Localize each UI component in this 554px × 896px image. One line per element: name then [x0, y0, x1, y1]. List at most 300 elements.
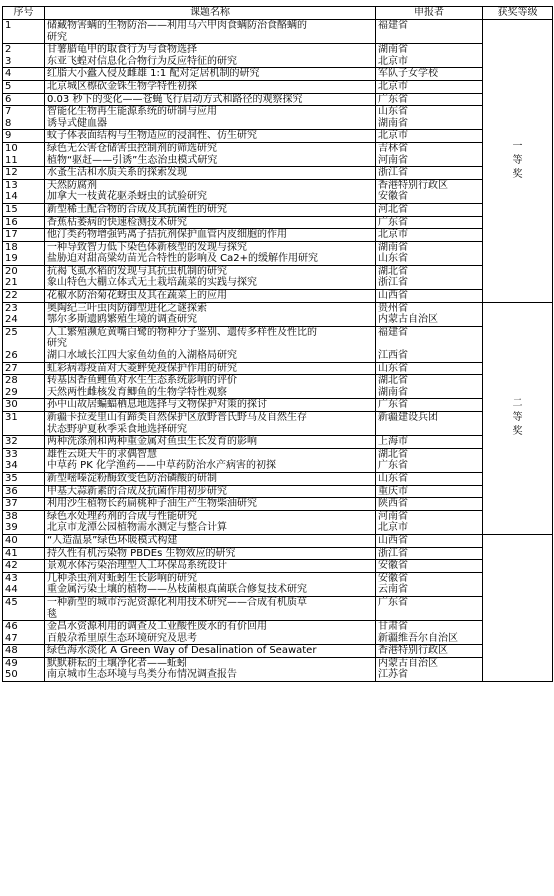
applicant-cell: [376, 572, 483, 596]
project-title: 新型嘧嗪淀粉酶致变色防治磷酸的研制: [47, 472, 217, 484]
award-table: [2, 6, 553, 682]
table-row: [3, 510, 553, 534]
project-title: 0.03 秒下的变化——苍蝇飞行启动方式和路径的观察探究: [47, 93, 303, 105]
seq-number: 39: [5, 522, 18, 534]
applicant-name: 广东省: [378, 460, 408, 472]
applicant-name: [378, 338, 480, 350]
applicant-name: 湖南省: [378, 386, 408, 398]
project-title: 甘薯腊龟甲的取食行为与食物选择: [47, 44, 197, 56]
seq-number: 2: [5, 44, 12, 56]
applicant-name: 广东省: [378, 216, 408, 228]
seq-number: 12: [5, 167, 18, 179]
table-row: [3, 290, 553, 303]
project-title: 他汀类药物增强钙离子拮抗剂保护血管内皮细胞的作用: [47, 229, 287, 241]
title-cell: [45, 436, 376, 449]
applicant-name: 湖北省: [378, 375, 408, 387]
title-cell: [45, 510, 376, 534]
project-title: 利用沙生植物长药扁桃种子油生产生物柴油研究: [47, 498, 257, 510]
seq-cell: [3, 20, 45, 44]
project-title: 诱导式健血器: [47, 117, 107, 129]
applicant-cell: [376, 229, 483, 242]
applicant-name: 北京市: [378, 80, 408, 92]
table-row: [3, 80, 553, 93]
seq-number: 42: [5, 560, 18, 572]
seq-cell: [3, 44, 45, 68]
seq-number: 41: [5, 547, 18, 559]
table-row: [3, 596, 553, 620]
award-cell: [483, 534, 553, 681]
applicant-name: 北京市: [378, 130, 408, 142]
seq-cell: [3, 106, 45, 130]
applicant-name: 河北省: [378, 203, 408, 215]
applicant-name: 广东省: [378, 399, 408, 411]
seq-cell: [3, 80, 45, 93]
table-header-row: [3, 7, 553, 20]
seq-number: 7: [5, 106, 12, 118]
seq-number: 15: [5, 203, 18, 215]
seq-cell: [3, 510, 45, 534]
seq-number: 21: [5, 277, 18, 289]
project-title: 象山特色大棚立体式无土栽培蔬菜的实践与探究: [47, 277, 257, 289]
applicant-name: 香港特别行政区: [378, 645, 448, 657]
applicant-cell: [376, 534, 483, 547]
table-row: [3, 106, 553, 130]
applicant-name: 福建省: [378, 326, 408, 338]
title-cell: [45, 290, 376, 303]
project-title: 鄂尔多斯遗鸥繁殖生境的调查研究: [47, 314, 197, 326]
seq-number: 44: [5, 584, 18, 596]
title-cell: [45, 657, 376, 681]
table-row: [3, 448, 553, 472]
project-title: 研究: [47, 31, 67, 43]
applicant-name: 湖南省: [378, 241, 408, 253]
seq-cell: [3, 362, 45, 375]
applicant-name: 湖南省: [378, 44, 408, 56]
applicant-cell: [376, 167, 483, 180]
project-title: 水蚤生活和水质关系的探索发现: [47, 167, 187, 179]
applicant-name: 山东省: [378, 472, 408, 484]
seq-cell: [3, 596, 45, 620]
seq-cell: [3, 436, 45, 449]
title-cell: [45, 560, 376, 573]
applicant-name: 内蒙古自治区: [378, 314, 438, 326]
project-title: 雄性云斑天牛的求偶智慧: [47, 448, 157, 460]
table-row: [3, 485, 553, 498]
seq-cell: [3, 93, 45, 106]
project-title: “人造温泉”绿色环暖模式构建: [47, 534, 178, 546]
seq-number: 14: [5, 191, 18, 203]
title-cell: [45, 203, 376, 216]
applicant-cell: [376, 448, 483, 472]
seq-cell: [3, 216, 45, 229]
seq-cell: [3, 203, 45, 216]
applicant-cell: [376, 560, 483, 573]
seq-number: 37: [5, 498, 18, 510]
applicant-cell: [376, 44, 483, 68]
applicant-cell: [376, 179, 483, 203]
applicant-name: 安徽省: [378, 560, 408, 572]
title-cell: [45, 241, 376, 265]
applicant-cell: [376, 375, 483, 399]
seq-cell: [3, 485, 45, 498]
project-title: 北京城区檫砍金铢生物学特性初探: [47, 80, 197, 92]
seq-number: 22: [5, 290, 18, 302]
project-title: 转基因香鱼鲤鱼对水生生态系统影响的评价: [47, 375, 237, 387]
seq-number: [5, 338, 42, 350]
seq-number: [5, 424, 42, 436]
table-row: [3, 657, 553, 681]
applicant-name: 军队子女学校: [378, 68, 438, 80]
seq-number: 34: [5, 460, 18, 472]
applicant-name: 湖北省: [378, 448, 408, 460]
table-row: [3, 412, 553, 436]
award-cell: [483, 20, 553, 303]
table-row: [3, 399, 553, 412]
project-title: 孙中山故居蝙蝠栖息地选择与文物保护对策的探讨: [47, 399, 267, 411]
seq-number: 50: [5, 669, 18, 681]
seq-number: 43: [5, 572, 18, 584]
seq-number: 3: [5, 55, 12, 67]
seq-cell: [3, 68, 45, 81]
applicant-name: 山东省: [378, 253, 408, 265]
table-row: [3, 179, 553, 203]
applicant-cell: [376, 106, 483, 130]
seq-number: 27: [5, 362, 18, 374]
table-row: [3, 68, 553, 81]
project-title: 加拿大一枝黄花驱杀蚜虫的试验研究: [47, 191, 207, 203]
applicant-name: 内蒙古自治区: [378, 657, 438, 669]
applicant-cell: [376, 657, 483, 681]
seq-cell: [3, 572, 45, 596]
applicant-name: 香港特别行政区: [378, 179, 448, 191]
applicant-name: 广东省: [378, 596, 408, 608]
applicant-cell: [376, 510, 483, 534]
seq-number: 32: [5, 436, 18, 448]
table-row: [3, 265, 553, 289]
table-row: [3, 44, 553, 68]
project-title: 新疆卡拉麦里山有蹄类自然保护区放野普氏野马及自然生存: [47, 412, 307, 423]
applicant-name: 浙江省: [378, 547, 408, 559]
seq-number: 18: [5, 241, 18, 253]
title-cell: [45, 362, 376, 375]
applicant-cell: [376, 80, 483, 93]
seq-number: 24: [5, 314, 18, 326]
title-cell: [45, 399, 376, 412]
applicant-name: 山东省: [378, 362, 408, 374]
seq-number: 13: [5, 179, 18, 191]
title-cell: [45, 44, 376, 68]
award-cell: [483, 302, 553, 534]
table-row: [3, 241, 553, 265]
seq-cell: [3, 472, 45, 485]
applicant-cell: [376, 596, 483, 620]
table-row: [3, 93, 553, 106]
seq-number: 49: [5, 657, 18, 669]
title-cell: [45, 547, 376, 560]
title-cell: [45, 621, 376, 645]
project-title: 研究: [47, 338, 67, 350]
seq-number: 23: [5, 302, 18, 314]
seq-number: 46: [5, 621, 18, 633]
title-cell: [45, 375, 376, 399]
applicant-cell: [376, 645, 483, 658]
table-row: [3, 534, 553, 547]
seq-number: 8: [5, 117, 12, 129]
seq-cell: [3, 229, 45, 242]
project-title: 人工繁殖濒危黄嘴白鹭的物种分子鉴别、遗传多样性及性比的: [47, 326, 317, 338]
project-title: 植物“驱赶——引诱”生态治虫模式研究: [47, 154, 218, 166]
applicant-name: 江苏省: [378, 669, 408, 681]
title-cell: [45, 93, 376, 106]
applicant-name: 新疆建设兵团: [378, 412, 438, 423]
applicant-name: 浙江省: [378, 167, 408, 179]
title-cell: [45, 498, 376, 511]
table-row: [3, 326, 553, 362]
applicant-name: 山西省: [378, 534, 408, 546]
applicant-name: 北京市: [378, 229, 408, 241]
seq-cell: [3, 399, 45, 412]
title-cell: [45, 130, 376, 143]
seq-cell: [3, 534, 45, 547]
applicant-name: 安徽省: [378, 572, 408, 584]
project-title: 一种新型的城市污泥资源化利用技术研究——合成有机质草: [47, 596, 307, 608]
project-title: 一种导致智力低下染色体新核型的发现与探究: [47, 241, 247, 253]
table-row: [3, 167, 553, 180]
seq-number: 28: [5, 375, 18, 387]
title-cell: [45, 167, 376, 180]
header-applicant: 申报者: [376, 7, 483, 20]
title-cell: [45, 302, 376, 326]
seq-cell: [3, 657, 45, 681]
seq-number: 48: [5, 645, 18, 657]
table-row: [3, 621, 553, 645]
seq-number: 5: [5, 80, 12, 92]
applicant-cell: [376, 547, 483, 560]
seq-number: 45: [5, 596, 18, 608]
table-row: [3, 229, 553, 242]
seq-number: 19: [5, 253, 18, 265]
title-cell: [45, 596, 376, 620]
seq-number: 11: [5, 154, 18, 166]
project-title: 绿色海水淡化 A Green Way of Desalination of Seawater: [47, 645, 317, 657]
applicant-name: 吉林省: [378, 142, 408, 154]
seq-cell: [3, 265, 45, 289]
title-cell: [45, 448, 376, 472]
applicant-name: 福建省: [378, 20, 408, 31]
seq-number: 25: [5, 326, 18, 338]
applicant-cell: [376, 498, 483, 511]
project-title: 湖口水域长江四大家鱼幼鱼的入湖格局研究: [47, 350, 237, 362]
applicant-cell: [376, 290, 483, 303]
applicant-name: 广东省: [378, 93, 408, 105]
applicant-name: 湖北省: [378, 265, 408, 277]
project-title: 东亚飞蝗对信息化合物行为反应特征的研究: [47, 55, 237, 67]
project-title: 百般尕希里原生态环境研究及思考: [47, 632, 197, 644]
seq-cell: [3, 498, 45, 511]
seq-cell: [3, 326, 45, 362]
applicant-cell: [376, 326, 483, 362]
title-cell: [45, 142, 376, 166]
seq-cell: [3, 645, 45, 658]
applicant-name: [378, 609, 480, 621]
applicant-name: 北京市: [378, 55, 408, 67]
table-row: [3, 547, 553, 560]
seq-number: [5, 32, 42, 44]
seq-cell: [3, 560, 45, 573]
table-row: [3, 645, 553, 658]
applicant-cell: [376, 265, 483, 289]
seq-number: 47: [5, 632, 18, 644]
seq-number: 6: [5, 93, 12, 105]
seq-cell: [3, 130, 45, 143]
applicant-cell: [376, 68, 483, 81]
project-title: 天然两性雌核发育鲫鱼的生物学特性观察: [47, 386, 227, 398]
seq-cell: [3, 241, 45, 265]
title-cell: [45, 534, 376, 547]
seq-cell: [3, 179, 45, 203]
table-row: [3, 130, 553, 143]
seq-number: 9: [5, 130, 12, 142]
title-cell: [45, 645, 376, 658]
applicant-cell: [376, 399, 483, 412]
seq-number: 26: [5, 350, 18, 362]
project-title: 几种杀虫剂对蚯蚓生长影响的研究: [47, 572, 197, 584]
seq-number: 30: [5, 399, 18, 411]
seq-number: 1: [5, 20, 12, 31]
seq-cell: [3, 167, 45, 180]
table-row: [3, 216, 553, 229]
seq-number: 20: [5, 265, 18, 277]
project-title: 中草药 PK 化学渔药——中草药防治水产病害的初探: [47, 460, 276, 472]
title-cell: [45, 472, 376, 485]
project-title: 盐胁迫对甜高粱幼苗光合特性的影响及 Ca2+的缓解作用研究: [47, 253, 319, 265]
applicant-cell: [376, 362, 483, 375]
seq-number: 29: [5, 386, 18, 398]
applicant-name: 山西省: [378, 290, 408, 302]
seq-cell: [3, 302, 45, 326]
award-level: 二等奖: [512, 398, 523, 438]
project-title: 新型稀土配合物的合成及其抗菌性的研究: [47, 203, 227, 215]
title-cell: [45, 80, 376, 93]
project-title: 默默耕耘的土壤净化者——蚯蚓: [47, 657, 187, 669]
seq-cell: [3, 621, 45, 645]
project-title: 智能化生物再生能源系统的研制与应用: [47, 106, 217, 118]
project-title: 状态野驴夏秋季采食地选择研究: [47, 423, 187, 435]
applicant-cell: [376, 203, 483, 216]
seq-number: [5, 609, 42, 621]
seq-number: 38: [5, 510, 18, 522]
table-row: [3, 560, 553, 573]
applicant-name: 山东省: [378, 106, 408, 118]
applicant-cell: [376, 412, 483, 436]
title-cell: [45, 229, 376, 242]
project-title: 花椒水防治菊花蚜虫及其在蔬菜上的应用: [47, 290, 227, 302]
title-cell: [45, 485, 376, 498]
award-level: 一等奖: [512, 140, 523, 180]
title-cell: [45, 572, 376, 596]
project-title: 抗褐飞虱水稻的发现与其抗虫机制的研究: [47, 265, 227, 277]
applicant-name: 上海市: [378, 436, 408, 448]
applicant-name: 浙江省: [378, 277, 408, 289]
project-title: 红脂大小蠹入侵及雌雄 1:1 配对定居机制的研究: [47, 68, 260, 80]
seq-number: 33: [5, 448, 18, 460]
project-title: 北京市龙潭公园植物需水测定与整合计算: [47, 522, 227, 534]
applicant-cell: [376, 302, 483, 326]
title-cell: [45, 179, 376, 203]
seq-number: 16: [5, 216, 18, 228]
title-cell: [45, 216, 376, 229]
project-title: 持久性有机污染物 PBDEs 生物效应的研究: [47, 547, 236, 559]
project-title: 甲基大蒜新素的合成及抗菌作用初步研究: [47, 485, 227, 497]
header-award: 获奖等级: [483, 7, 553, 20]
project-title: 香蕉枯萎病的快速检测技术研究: [47, 216, 187, 228]
table-row: [3, 498, 553, 511]
project-title: 景观水体污染治理型人工环保岛系统设计: [47, 560, 227, 572]
applicant-name: 湖南省: [378, 117, 408, 129]
applicant-cell: [376, 20, 483, 44]
table-row: [3, 436, 553, 449]
seq-number: 35: [5, 472, 18, 484]
table-row: [3, 362, 553, 375]
applicant-name: 陕西省: [378, 498, 408, 510]
applicant-name: 重庆市: [378, 485, 408, 497]
applicant-cell: [376, 142, 483, 166]
title-cell: [45, 326, 376, 362]
seq-number: 40: [5, 534, 18, 546]
seq-cell: [3, 547, 45, 560]
title-cell: [45, 20, 376, 44]
applicant-name: 贵州省: [378, 302, 408, 314]
title-cell: [45, 265, 376, 289]
applicant-cell: [376, 130, 483, 143]
applicant-name: 北京市: [378, 522, 408, 534]
seq-cell: [3, 412, 45, 436]
table-row: [3, 142, 553, 166]
title-cell: [45, 412, 376, 436]
seq-number: 4: [5, 68, 12, 80]
applicant-name: [378, 424, 480, 436]
project-title: 重金属污染土壤的植物——丛枝菌根真菌联合修复技术研究: [47, 584, 307, 596]
project-title: 金昌水资源利用的调查及工业酸性废水的有价回用: [47, 621, 267, 633]
table-row: [3, 472, 553, 485]
project-title: 毯: [47, 608, 57, 620]
project-title: 储藏物害螨的生物防治——利用马六甲肉食螨防治食酪螨的: [47, 20, 307, 31]
applicant-name: [378, 32, 480, 44]
seq-number: 10: [5, 142, 18, 154]
seq-cell: [3, 290, 45, 303]
table-row: [3, 20, 553, 44]
applicant-name: 江西省: [378, 350, 408, 362]
seq-number: 17: [5, 229, 18, 241]
seq-cell: [3, 448, 45, 472]
table-row: [3, 203, 553, 216]
applicant-name: 河南省: [378, 154, 408, 166]
seq-number: 31: [5, 412, 18, 423]
applicant-name: 安徽省: [378, 191, 408, 203]
header-title: 课题名称: [45, 7, 376, 20]
project-title: 南京城市生态环境与鸟类分布情况调查报告: [47, 669, 237, 681]
table-row: [3, 375, 553, 399]
header-seq: 序号: [3, 7, 45, 20]
applicant-cell: [376, 485, 483, 498]
title-cell: [45, 106, 376, 130]
project-title: 绿色水处理药剂的合成与性能研究: [47, 510, 197, 522]
seq-number: 36: [5, 485, 18, 497]
applicant-cell: [376, 93, 483, 106]
applicant-name: 河南省: [378, 510, 408, 522]
project-title: 绿色无公害仓储害虫控制剂的筛选研究: [47, 142, 217, 154]
applicant-cell: [376, 621, 483, 645]
